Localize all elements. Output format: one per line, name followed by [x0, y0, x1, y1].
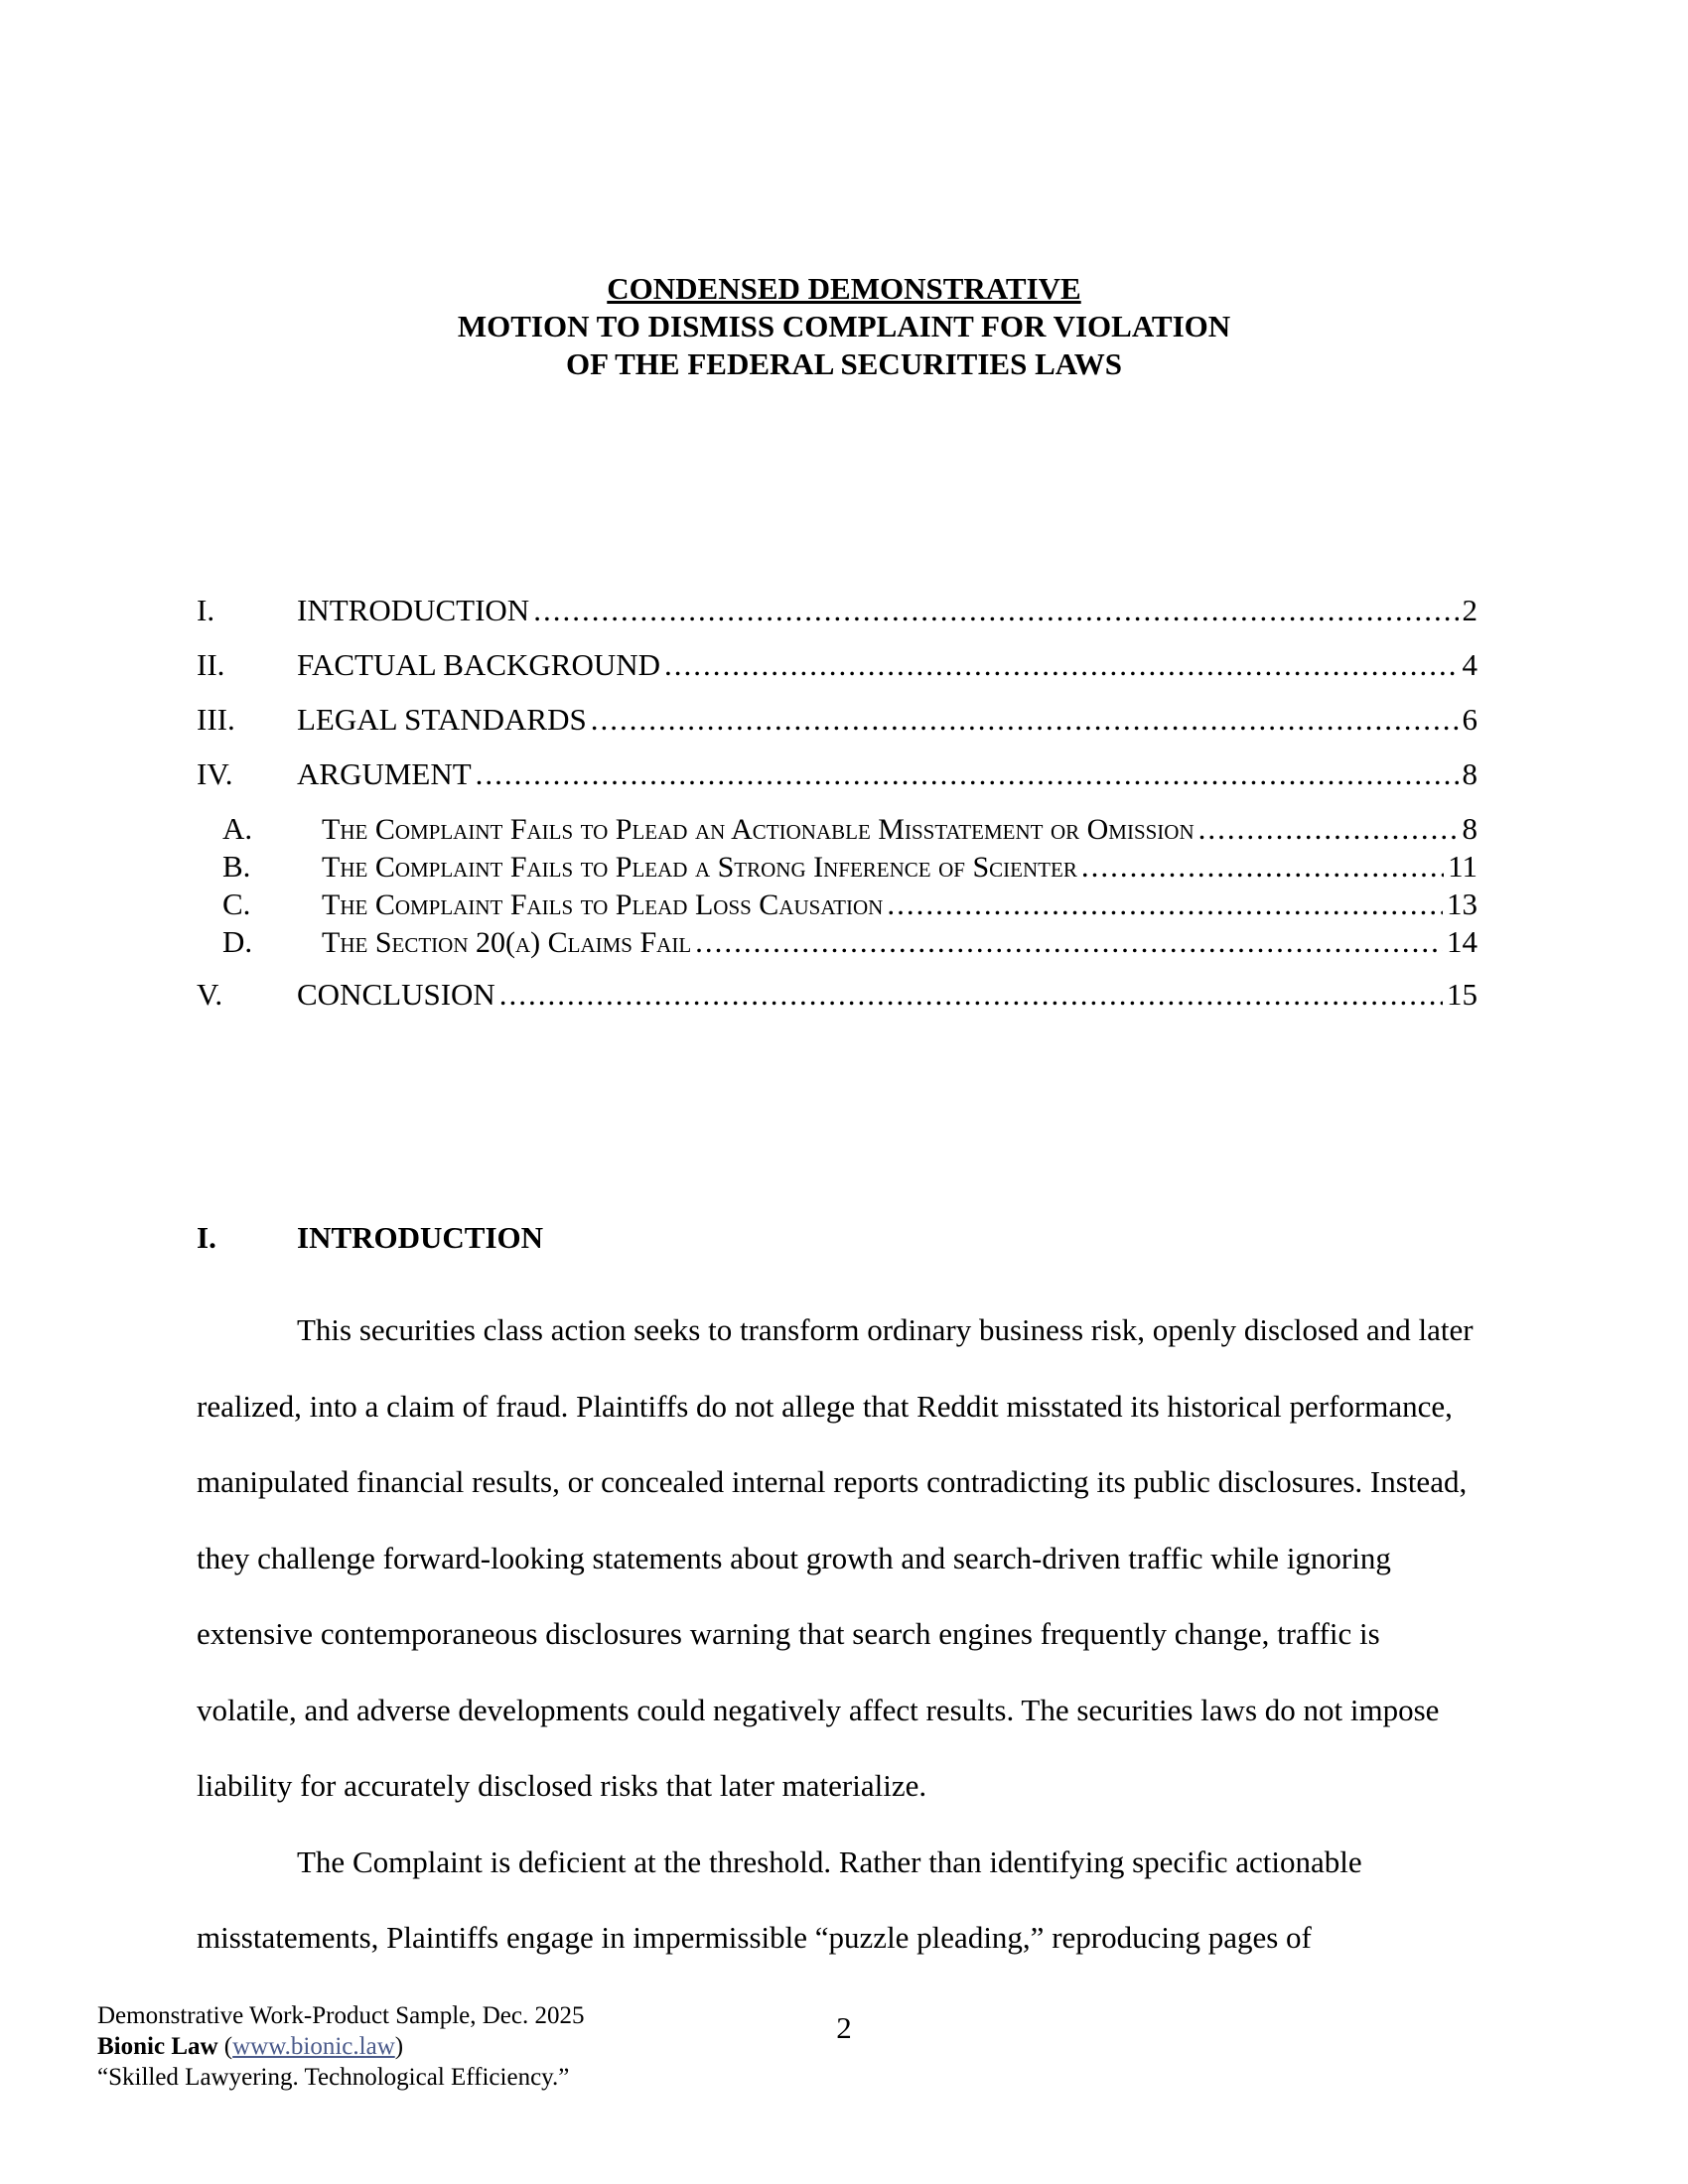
- toc-entry-number: C.: [222, 887, 251, 921]
- toc-entry-legal-standards[interactable]: [197, 701, 1477, 739]
- toc-entry-number: V.: [197, 977, 223, 1012]
- title-line-2: MOTION TO DISMISS COMPLAINT FOR VIOLATION: [457, 309, 1231, 343]
- toc-entry-title: ARGUMENT: [297, 756, 472, 791]
- toc-entry-argument-d[interactable]: [197, 923, 1477, 961]
- toc-entry-number: IV.: [197, 756, 233, 791]
- toc-entry-number: B.: [222, 849, 251, 884]
- document-title: [0, 270, 1688, 383]
- page-number: 2: [836, 2010, 852, 2045]
- section-body: [197, 1293, 1487, 1977]
- toc-entry-argument[interactable]: [197, 755, 1477, 793]
- toc-leader-dots: [499, 976, 1443, 1014]
- toc-leader-dots: [1081, 848, 1444, 886]
- toc-entry-title: The Complaint Fails to Plead a Strong Inference of Scienter: [322, 851, 1077, 884]
- toc-entry-page: 2: [1462, 593, 1477, 627]
- section-title: INTRODUCTION: [297, 1220, 544, 1255]
- toc-entry-page: 8: [1462, 811, 1477, 846]
- toc-entry-number: III.: [197, 702, 235, 737]
- toc-entry-page: 15: [1447, 977, 1477, 1012]
- toc-entry-page: 14: [1447, 924, 1477, 959]
- toc-entry-number: A.: [222, 811, 253, 846]
- toc-entry-title: The Complaint Fails to Plead an Actionable Misstatement or Omission: [322, 813, 1195, 846]
- table-of-contents: [197, 592, 1477, 1030]
- toc-entry-page: 6: [1462, 702, 1477, 737]
- page-footer: Demonstrative Work-Product Sample, Dec. 2025 Bionic Law (www.bionic.law) “Skilled Lawyering. Technological Efficiency.”: [97, 2002, 585, 2091]
- toc-entry-title: CONCLUSION: [297, 977, 495, 1012]
- toc-entry-conclusion[interactable]: [197, 976, 1477, 1014]
- toc-leader-dots: [591, 701, 1459, 739]
- body-paragraph: The Complaint is deficient at the threshold. Rather than identifying specific actionable misstatements, Plaintiffs engage in impermissible “puzzle pleading,” reproducing pages of: [197, 1843, 1362, 1955]
- toc-entry-argument-c[interactable]: [197, 886, 1477, 923]
- footer-sample-note: Demonstrative Work-Product Sample, Dec. 2025: [97, 2002, 585, 2029]
- toc-entry-title: The Complaint Fails to Plead Loss Causation: [322, 888, 884, 921]
- footer-website-link[interactable]: www.bionic.law: [232, 2033, 395, 2060]
- toc-entry-factual-background[interactable]: [197, 646, 1477, 684]
- title-line-3: OF THE FEDERAL SECURITIES LAWS: [566, 346, 1122, 381]
- toc-entry-number: II.: [197, 647, 225, 682]
- toc-leader-dots: [1198, 810, 1459, 848]
- toc-entry-argument-a[interactable]: [197, 810, 1477, 848]
- title-line-1: CONDENSED DEMONSTRATIVE: [607, 271, 1081, 306]
- toc-entry-page: 13: [1447, 887, 1477, 921]
- footer-tagline: “Skilled Lawyering. Technological Efficiency.”: [97, 2064, 570, 2091]
- toc-entry-argument-b[interactable]: [197, 848, 1477, 886]
- toc-leader-dots: [695, 923, 1443, 961]
- section-heading-introduction: [197, 1219, 543, 1257]
- toc-entry-title: The Section 20(a) Claims Fail: [322, 926, 692, 959]
- toc-entry-introduction[interactable]: [197, 592, 1477, 629]
- toc-entry-title: LEGAL STANDARDS: [297, 702, 587, 737]
- toc-leader-dots: [887, 886, 1443, 923]
- toc-entry-title: INTRODUCTION: [297, 593, 530, 627]
- toc-leader-dots: [533, 592, 1458, 629]
- toc-leader-dots: [664, 646, 1459, 684]
- toc-entry-number: D.: [222, 924, 253, 959]
- body-paragraph: This securities class action seeks to transform ordinary business risk, openly disclosed and later realized, into a claim of fraud. Plaintiffs do not allege that Reddit misstated its historical performance, manipulated financial results, or concealed internal reports contradicting its public disclosures. Instead, they challenge forward-looking statements about growth and search-driven traffic while ignoring extensive contemporaneous disclosures warning that search engines frequently change, traffic is volatile, and adverse developments could negatively affect results. The securities laws do not impose liability for accurately disclosed risks that later materialize.: [197, 1312, 1474, 1803]
- toc-entry-page: 11: [1448, 849, 1477, 884]
- section-number: I.: [197, 1220, 216, 1255]
- toc-entry-page: 4: [1462, 647, 1477, 682]
- toc-leader-dots: [476, 755, 1459, 793]
- toc-entry-number: I.: [197, 593, 215, 627]
- toc-entry-title: FACTUAL BACKGROUND: [297, 647, 660, 682]
- footer-firm-name: Bionic Law: [97, 2033, 218, 2060]
- toc-entry-page: 8: [1462, 756, 1477, 791]
